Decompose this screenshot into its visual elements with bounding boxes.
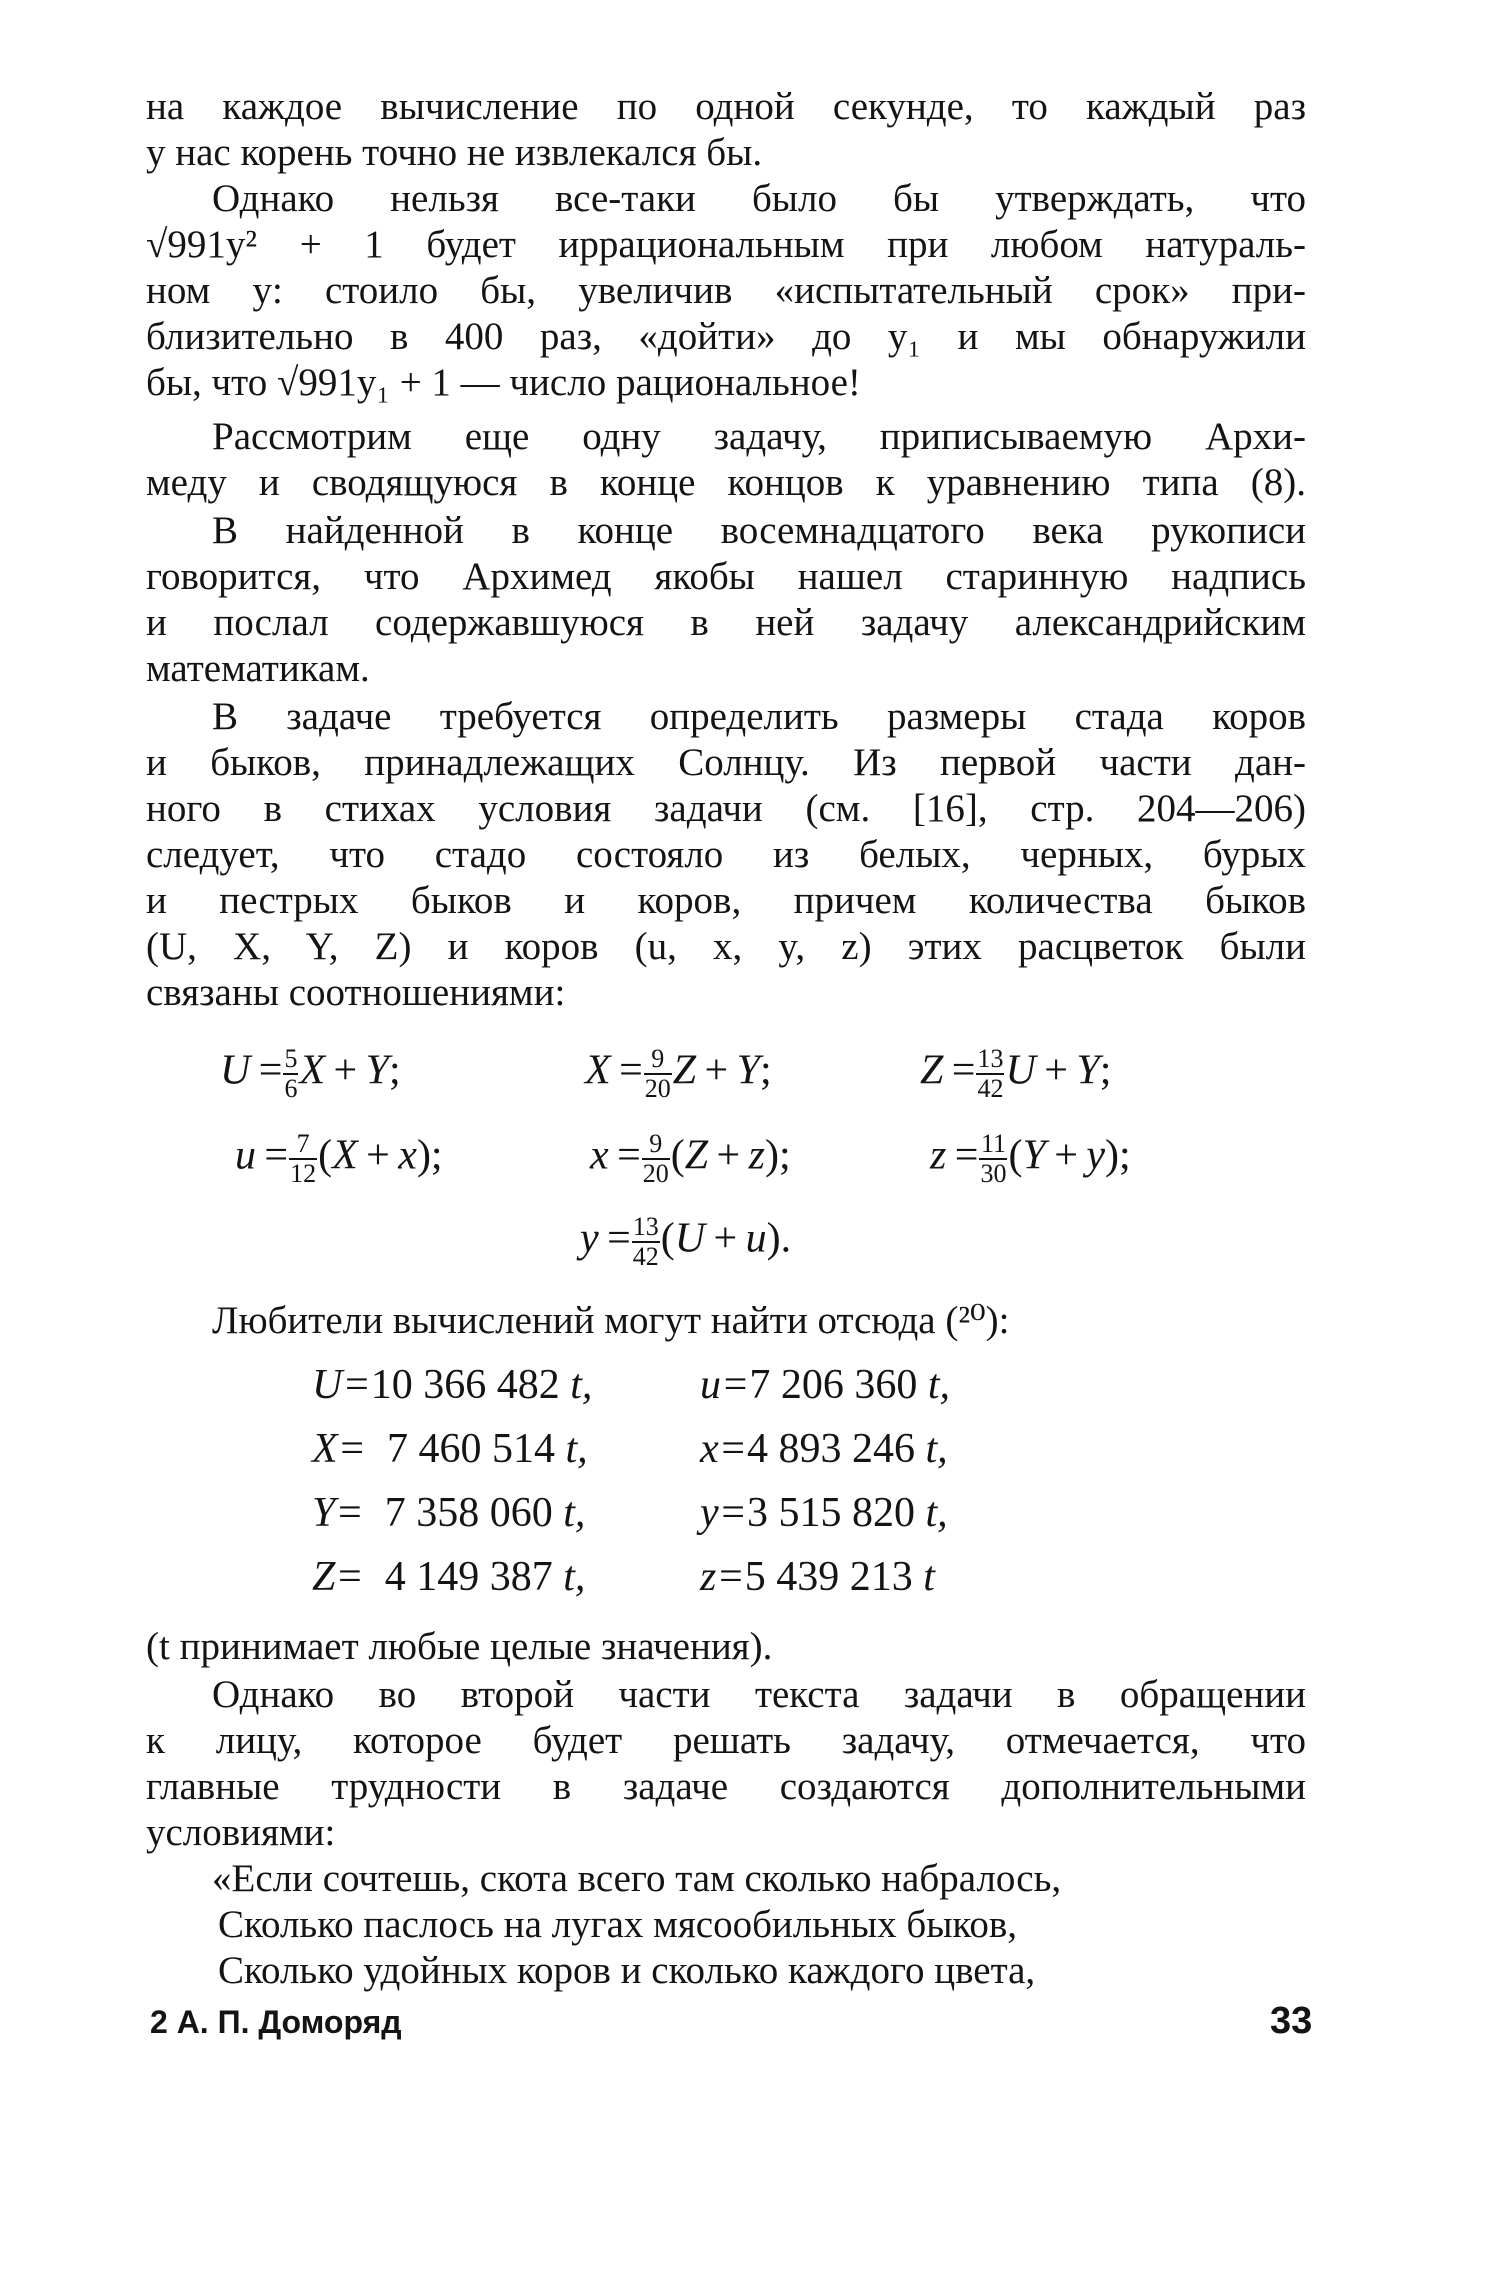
equation-Z: Z = $\frac{13}{42}$ U + Y; [920, 1044, 1112, 1103]
solution-row: y=3 515 820 t, [700, 1490, 948, 1536]
text-line: и пестрых быков и коров, причем количества быков [146, 879, 1306, 922]
equation-y: y = $\frac{13}{42}$ (U + u). [580, 1212, 792, 1271]
solution-row: U=10 366 482 t, [312, 1362, 593, 1408]
text-line-sqrt: √991y² + 1 будет иррациональным при любом натураль- [146, 223, 1306, 266]
fraction: $\frac{11}{30}$ [980, 1129, 1007, 1188]
text-line: и быков, принадлежащих Солнцу. Из первой части дан- [146, 741, 1306, 784]
text-line: и послал содержавшуюся в ней задачу александрийским [146, 601, 1306, 644]
solution-row: x=4 893 246 t, [700, 1426, 948, 1472]
text-line: (t принимает любые целые значения). [146, 1625, 773, 1668]
equation-z: z = $\frac{11}{30}$ (Y + y); [930, 1129, 1131, 1188]
text-line: Однако во второй части текста задачи в обращении [212, 1673, 1306, 1716]
text-line: близительно в 400 раз, «дойти» до y₁ и мы обнаружили [146, 315, 1306, 358]
fraction: $\frac{9}{20}$ [644, 1044, 671, 1103]
text-line: Любители вычислений могут найти отсюда (²⁰): [212, 1299, 1010, 1342]
verse-line: Сколько паслось на лугах мясообильных быков, [218, 1903, 1018, 1946]
text-line: В задаче требуется определить размеры стада коров [212, 695, 1306, 738]
text-line: ном y: стоило бы, увеличив «испытательный срок» при- [146, 269, 1306, 312]
text-line: связаны соотношениями: [146, 971, 566, 1014]
footer-signature: 2 А. П. Доморяд [150, 2004, 402, 2040]
text-line-sqrt: бы, что √991y₁ + 1 — число рациональное! [146, 361, 861, 404]
text-line: следует, что стадо состояло из белых, черных, бурых [146, 833, 1306, 876]
text-line: главные трудности в задаче создаются дополнительными [146, 1765, 1306, 1808]
text-line: говорится, что Архимед якобы нашел старинную надпись [146, 555, 1306, 598]
text-line: математикам. [146, 647, 370, 690]
solution-row: z=5 439 213 t [700, 1554, 935, 1600]
text-line: ного в стихах условия задачи (см. [16], стр. 204—206) [146, 787, 1306, 830]
text-line: Однако нельзя все-таки было бы утверждать, что [212, 177, 1306, 220]
fraction: $\frac{9}{20}$ [642, 1129, 669, 1188]
text-line: меду и сводящуюся в конце концов к уравнению типа (8). [146, 461, 1306, 504]
page-number: 33 [1270, 2000, 1313, 2042]
solution-row: Z= 4 149 387 t, [312, 1554, 586, 1600]
solution-row: Y= 7 358 060 t, [312, 1490, 586, 1536]
fraction: $\frac{5}{6}$ [284, 1044, 298, 1103]
equation-u: u = $\frac{7}{12}$ (X + x); [235, 1129, 443, 1188]
fraction: $\frac{13}{42}$ [632, 1212, 659, 1271]
fraction: $\frac{13}{42}$ [977, 1044, 1004, 1103]
text-line: Рассмотрим еще одну задачу, приписываемую Архи- [212, 415, 1306, 458]
verse-line: Сколько удойных коров и сколько каждого цвета, [218, 1949, 1036, 1992]
text-line: (U, X, Y, Z) и коров (u, x, y, z) этих расцветок были [146, 925, 1306, 968]
text-line: условиями: [146, 1811, 336, 1854]
verse-line: «Если сочтешь, скота всего там сколько набралось, [212, 1857, 1062, 1900]
equation-U: U = $\frac{5}{6}$ X + Y; [220, 1044, 401, 1103]
text-line: к лицу, которое будет решать задачу, отмечается, что [146, 1719, 1306, 1762]
equation-x: x = $\frac{9}{20}$ (Z + z); [590, 1129, 791, 1188]
equation-X: X = $\frac{9}{20}$ Z + Y; [585, 1044, 772, 1103]
text-line: на каждое вычисление по одной секунде, то каждый раз [146, 85, 1306, 128]
solution-row: u=7 206 360 t, [700, 1362, 951, 1408]
fraction: $\frac{7}{12}$ [290, 1129, 317, 1188]
text-line: у нас корень точно не извлекался бы. [146, 131, 763, 174]
solution-row: X= 7 460 514 t, [312, 1426, 588, 1472]
text-line: В найденной в конце восемнадцатого века рукописи [212, 509, 1306, 552]
